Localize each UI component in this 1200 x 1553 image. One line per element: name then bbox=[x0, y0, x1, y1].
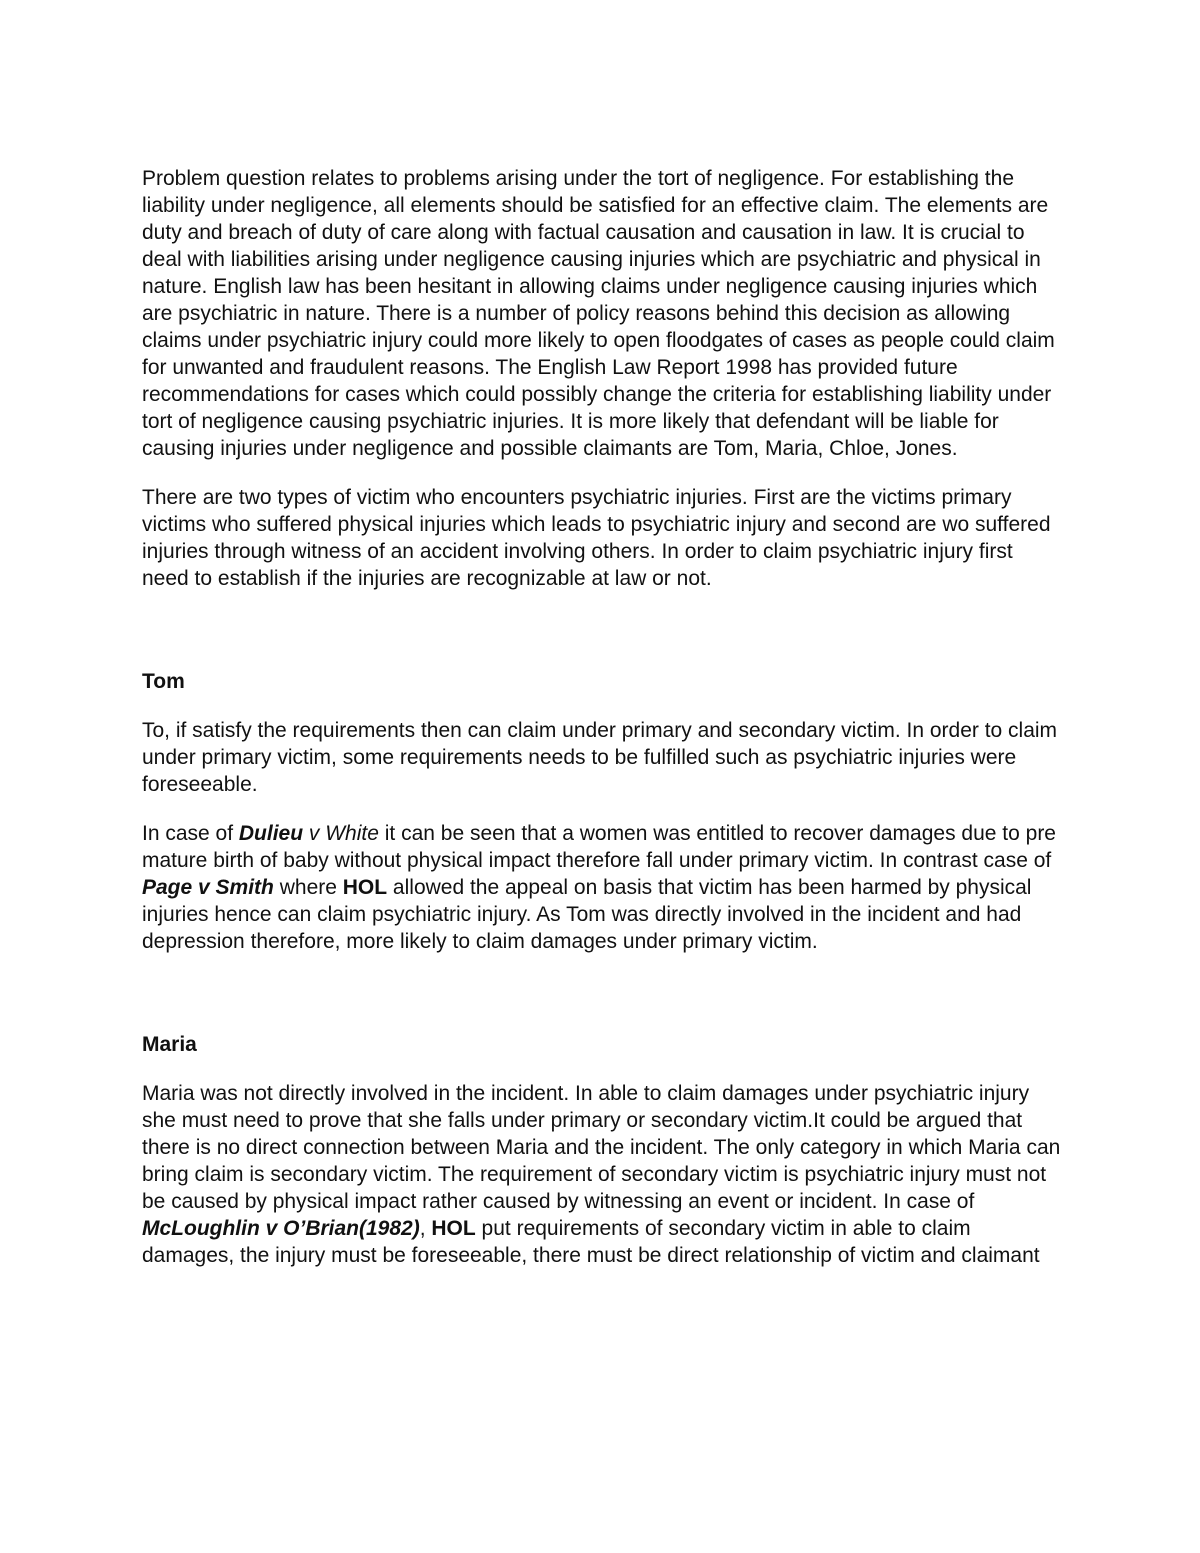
maria-p1-text-b: , bbox=[419, 1217, 432, 1240]
case-name-dulieu: Dulieu bbox=[238, 822, 304, 845]
tom-p2-text-a: In case of bbox=[142, 822, 239, 845]
document-body bbox=[142, 165, 1062, 1291]
tom-p2-text-c: where bbox=[273, 876, 343, 899]
hol-abbreviation: HOL bbox=[431, 1217, 476, 1240]
section-heading-maria: Maria bbox=[142, 1033, 197, 1056]
intro-paragraph-1: Problem question relates to problems arising under the tort of negligence. For establishing the liability under negligence, all elements should be satisfied for an effective claim. The elements are duty and breach of duty of care along with factual causation and causation in law. It is crucial to deal with liabilities arising under negligence causing injuries which are psychiatric and physical in nature. English law has been hesitant in allowing claims under negligence causing injuries which are psychiatric in nature. There is a number of policy reasons behind this decision as allowing claims under psychiatric injury could more likely to open floodgates of cases as people could claim for unwanted and fraudulent reasons. The English Law Report 1998 has provided future recommendations for cases which could possibly change the criteria for establishing liability under tort of negligence causing psychiatric injuries. It is more likely that defendant will be liable for causing injuries under negligence and possible claimants are Tom, Maria, Chloe, Jones. bbox=[142, 167, 1055, 460]
tom-paragraph-2 bbox=[142, 820, 1062, 955]
intro-paragraph-2: There are two types of victim who encounters psychiatric injuries. First are the victims primary victims who suffered physical injuries which leads to psychiatric injury and second are wo suffered injuries through witness of an accident involving others. In order to claim psychiatric injury first need to establish if the injuries are recognizable at law or not. bbox=[142, 486, 1051, 590]
section-heading-tom: Tom bbox=[142, 670, 185, 693]
maria-p1-text-a: Maria was not directly involved in the incident. In able to claim damages under psychiatric injury she must need to prove that she falls under primary or secondary victim.It could be argued that there is no direct connection between Maria and the incident. The only category in which Maria can bring claim is secondary victim. The requirement of secondary victim is psychiatric injury must not be caused by physical impact rather caused by witnessing an event or incident. In case of bbox=[142, 1082, 1061, 1213]
case-name-mcloughlin: McLoughlin v O’Brian(1982) bbox=[142, 1217, 420, 1240]
hol-abbreviation: HOL bbox=[342, 876, 388, 899]
tom-p2-text-d: allowed the appeal on basis that victim has been harmed by physical injuries hence can claim psychiatric injury. As Tom was directly involved in the incident and had depression therefore, more likely to claim damages under primary victim. bbox=[142, 876, 1032, 953]
maria-paragraph-1 bbox=[142, 1080, 1062, 1269]
tom-p2-text-b: it can be seen that a women was entitled to recover damages due to pre mature birth of baby without physical impact therefore fall under primary victim. In contrast case of bbox=[142, 822, 1056, 872]
case-name-page-v-smith: Page v Smith bbox=[142, 876, 274, 899]
maria-p1-text-c: put requirements of secondary victim in able to claim damages, the injury must be foreseeable, there must be direct relationship of victim and claimant bbox=[142, 1217, 1040, 1267]
case-name-v-white: v White bbox=[303, 822, 379, 845]
tom-paragraph-1: To, if satisfy the requirements then can claim under primary and secondary victim. In order to claim under primary victim, some requirements needs to be fulfilled such as psychiatric injuries were foreseeable. bbox=[142, 719, 1058, 796]
